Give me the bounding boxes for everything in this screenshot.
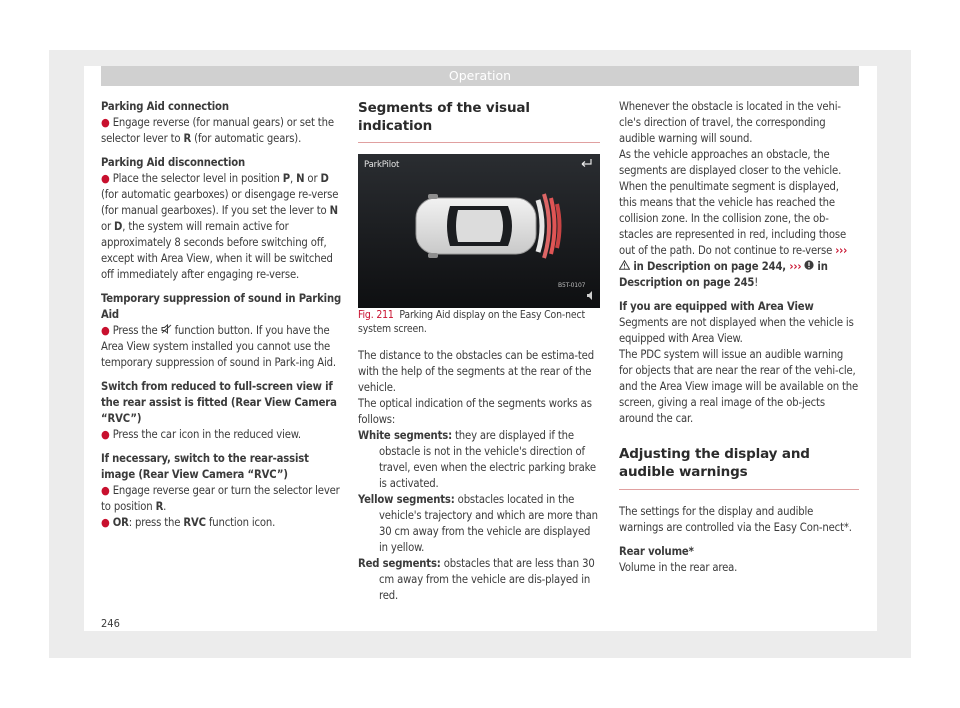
screen-title: ParkPilot <box>364 160 400 170</box>
figure-code: B5T-0107 <box>558 282 586 289</box>
paragraph-estimate: The distance to the obstacles can be estima-ted with the help of the segments at the rear of the vehicle. <box>358 349 594 394</box>
text: : press the <box>128 516 184 529</box>
text: ! <box>754 276 759 289</box>
column-left <box>101 99 346 531</box>
column-right <box>619 99 859 576</box>
text: function icon. <box>205 516 276 529</box>
term-yellow: Yellow segments: <box>358 493 455 506</box>
heading-rear-volume: Rear volume* <box>619 545 694 558</box>
bullet-switch <box>101 427 346 443</box>
text: (for automatic gears). <box>191 132 302 145</box>
text: or <box>101 220 115 233</box>
text: Press the car icon in the reduced view. <box>112 428 301 441</box>
bullet-icon: ● <box>101 428 110 441</box>
bullet-disconnection <box>101 171 346 283</box>
definition-white <box>358 428 600 492</box>
gear-p: P <box>282 172 291 185</box>
heading-temporary-suppression: Temporary suppression of sound in Parking Aid <box>101 292 342 321</box>
paragraph-pdc: The PDC system will issue an audible warning for objects that are near the rear of the vehi-cle, and the Area View image will be available on the screen, giving a real image of the ob-jects around the car. <box>619 348 859 425</box>
text: (for automatic gearboxes) or disengage re-verse (for manual gearboxes). If you set the lever to <box>101 188 339 217</box>
bullet-icon: ● <box>101 516 110 529</box>
bullet-connection <box>101 115 346 147</box>
heading-if-necessary: If necessary, switch to the rear-assist image (Rear View Camera “RVC”) <box>101 452 309 481</box>
parkpilot-illustration <box>358 154 600 308</box>
text: , the system will remain active for approximately 8 seconds before switching off, except with Area View, when it will be switched off immediately after engaging re-verse. <box>101 220 333 281</box>
text: Press the <box>112 324 161 337</box>
section-heading-segments: Segments of the visual indication <box>358 99 600 143</box>
paragraph-approach <box>619 147 859 291</box>
bullet-icon: ● <box>101 172 110 185</box>
text: Engage reverse gear or turn the selector lever to position <box>101 484 340 513</box>
bullet-icon: ● <box>101 116 110 129</box>
paragraph-optical: The optical indication of the segments works as follows: <box>358 397 592 426</box>
reference-link[interactable]: in Description on page 244, <box>630 260 790 273</box>
text: Engage reverse (for manual gears) or set the selector lever to <box>101 116 334 145</box>
info-circle-icon <box>804 259 814 275</box>
section-heading-adjusting: Adjusting the display and audible warnings <box>619 445 859 490</box>
bullet-reverse <box>101 483 346 515</box>
heading-disconnection: Parking Aid disconnection <box>101 156 246 169</box>
text: obstacles that are less than 30 cm away from the vehicle are dis-played in red. <box>379 557 595 602</box>
bullet-icon: ● <box>101 484 110 497</box>
reference-arrows: ››› <box>835 244 848 257</box>
text: they are displayed if the obstacle is not in the vehicle's direction of travel, even when the electric parking brake is activated. <box>379 429 596 490</box>
paragraph-area-view: Segments are not displayed when the vehicle is equipped with Area View. <box>619 316 854 345</box>
mute-speaker-icon <box>161 323 172 339</box>
gear-d: D <box>320 172 329 185</box>
bullet-temporary <box>101 323 346 371</box>
heading-area-view: If you are equipped with Area View <box>619 300 814 313</box>
reference-arrows: ››› <box>789 260 802 273</box>
heading-switch-view: Switch from reduced to full-screen view if the rear assist is fitted (Rear View Camera “RVC”) <box>101 380 337 425</box>
text: obstacles located in the vehicle's trajectory and which are more than 30 cm away from the vehicle are displayed in yellow. <box>379 493 598 554</box>
text: As the vehicle approaches an obstacle, the segments are displayed closer to the vehicle. When the penultimate segment is displayed, this means that the vehicle has reached the collision zone. In the collision zone, the ob-stacles are represented in red, including those out of the path. Do not continue to re-verse <box>619 148 847 257</box>
term-red: Red segments: <box>358 557 441 570</box>
paragraph-audible: Whenever the obstacle is located in the vehi-cle's direction of travel, the corresponding audible warning will sound. <box>619 100 841 145</box>
caption-text: Parking Aid display on the Easy Con-nect system screen. <box>358 309 585 335</box>
text: , <box>290 172 297 185</box>
page-number: 246 <box>101 617 120 630</box>
text: or <box>304 172 321 185</box>
or-label: OR <box>112 516 129 529</box>
term-white: White segments: <box>358 429 452 442</box>
gear-d: D <box>114 220 123 233</box>
gear-n: N <box>329 204 338 217</box>
text: . <box>163 500 167 513</box>
section-header: Operation <box>101 66 859 86</box>
figure-caption <box>358 308 600 336</box>
definition-yellow <box>358 492 600 556</box>
figure-label: Fig. 211 <box>358 309 394 321</box>
figure-parkpilot-screen <box>358 154 600 308</box>
rvc-label: RVC <box>183 516 206 529</box>
gear-n: N <box>296 172 305 185</box>
bullet-or <box>101 515 346 531</box>
paragraph-settings: The settings for the display and audible warnings are controlled via the Easy Con-nect*. <box>619 505 852 534</box>
gear-r: R <box>183 132 192 145</box>
text: function button. If you have the Area View system installed you cannot use the temporary suppression of sound in Park-ing Aid. <box>101 324 336 369</box>
reference-link[interactable]: in Description on page 245 <box>619 260 828 289</box>
gear-r: R <box>155 500 164 513</box>
definition-red <box>358 556 600 604</box>
column-middle <box>358 99 600 604</box>
heading-connection: Parking Aid connection <box>101 100 229 113</box>
text: Place the selector level in position <box>112 172 283 185</box>
bullet-icon: ● <box>101 324 110 337</box>
warning-triangle-icon <box>619 259 630 275</box>
car-top-view <box>416 194 536 258</box>
paragraph-rear-volume: Volume in the rear area. <box>619 561 738 574</box>
